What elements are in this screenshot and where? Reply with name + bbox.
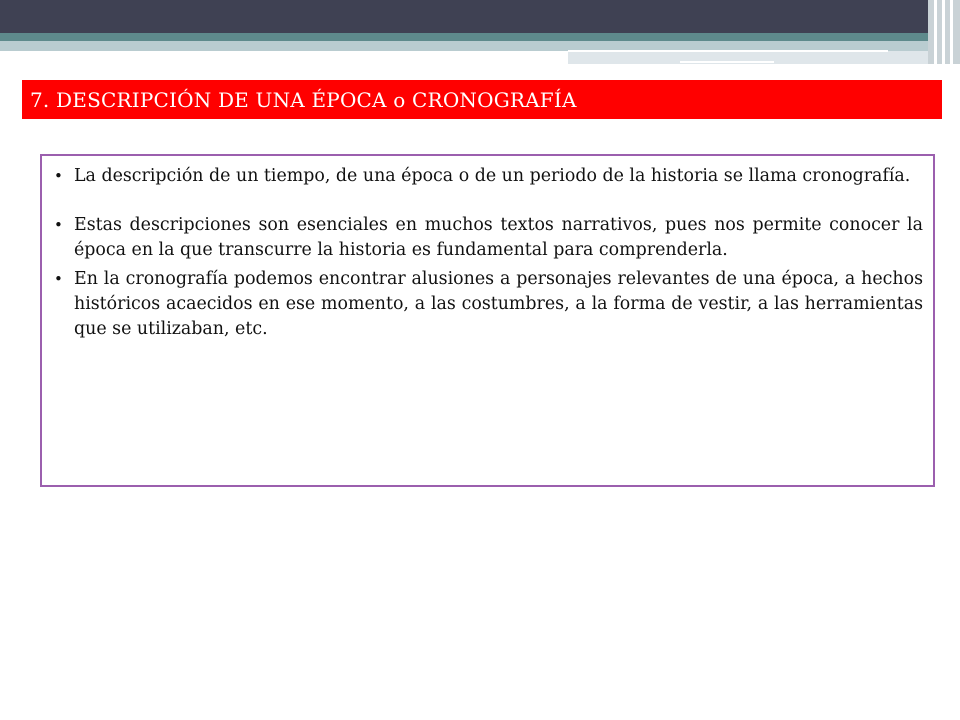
top-banner-teal: [0, 33, 960, 41]
top-banner-dark: [0, 0, 960, 33]
bullet-text: Estas descripciones son esenciales en muchos textos narrativos, pues nos permite conocer la época en la que transcurre la historia es fundamental para comprenderla.: [74, 215, 923, 260]
content-box: [40, 154, 935, 487]
bullet-item: [54, 213, 923, 263]
slide-title: 7. DESCRIPCIÓN DE UNA ÉPOCA o CRONOGRAFÍA: [30, 87, 577, 112]
bullet-text: En la cronografía podemos encontrar alusiones a personajes relevantes de una época, a hechos históricos acaecidos en ese momento, a las costumbres, a la forma de vestir, a las herramientas que se utilizaban, etc.: [74, 269, 923, 339]
bullet-list: [54, 164, 923, 342]
slide-title-bar: [22, 80, 942, 119]
bullet-text: La descripción de un tiempo, de una época o de un periodo de la historia se llama cronografía.: [74, 166, 911, 186]
bullet-dot: •: [54, 270, 63, 288]
bullet-item: [54, 164, 923, 189]
corner-decoration: [928, 0, 960, 64]
bullet-dot: •: [54, 216, 63, 234]
bullet-item: [54, 267, 923, 342]
bullet-dot: •: [54, 167, 63, 185]
top-banner-line-short: [680, 61, 774, 63]
top-banner-line: [568, 50, 888, 52]
